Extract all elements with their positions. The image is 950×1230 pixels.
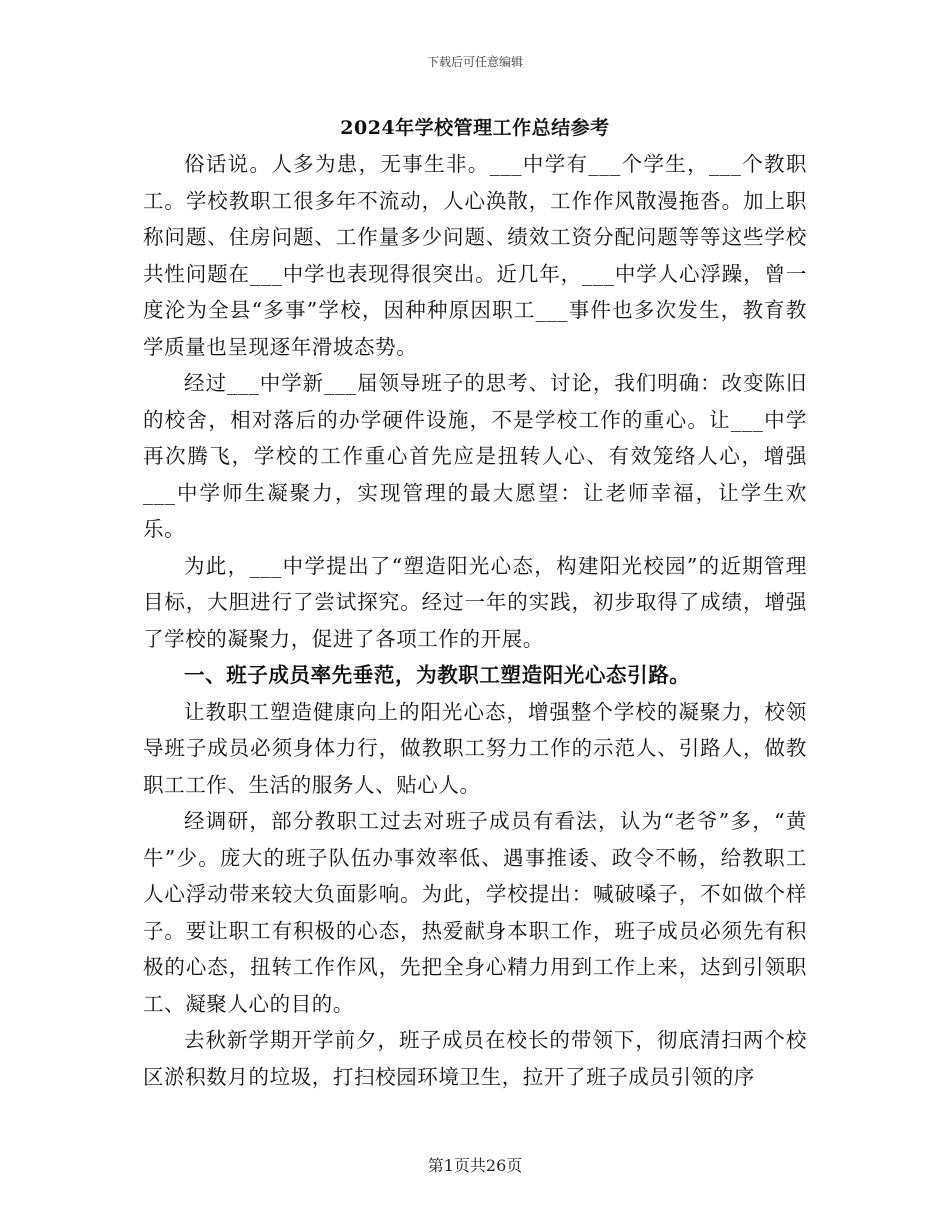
paragraph-intro: 俗话说。人多为患，无事生非。___中学有___个学生，___个教职工。学校教职工很多年不流动，人心涣散，工作作风散漫拖沓。加上职称问题、住房问题、工作量多少问题、绩效工资分配问题等等这些学校共性问题在___中学也表现得很突出。近几年，___中学人心浮躁，曾一度沦为全县“多事”学校，因种种原因职工___事件也多次发生，教育教学质量也呈现逐年滑坡态势。 xyxy=(143,152,807,359)
paragraph-research: 经调研，部分教职工过去对班子成员有看法，认为“老爷”多，“黄牛”少。庞大的班子队伍办事效率低、遇事推诿、政令不畅，给教职工人心浮动带来较大负面影响。为此，学校提出：喊破嗓子，不如做个样子。要让职工有积极的心态，热爱献身本职工作，班子成员必须先有积极的心态，扭转工作作风，先把全身心精力用到工作上来，达到引领职工、凝聚人心的目的。 xyxy=(143,809,807,1016)
paragraph-semester: 去秋新学期开学前夕，班子成员在校长的带领下，彻底清扫两个校区淤积数月的垃圾，打扫校园环境卫生，拉开了班子成员引领的序 xyxy=(143,1028,807,1089)
paragraph-leadership: 让教职工塑造健康向上的阳光心态，增强整个学校的凝聚力，校领导班子成员必须身体力行，做教职工努力工作的示范人、引路人，做教职工工作、生活的服务人、贴心人。 xyxy=(143,699,807,797)
page-number: 第1页共26页 xyxy=(427,1156,523,1175)
section-heading-1: 一、班子成员率先垂范，为教职工塑造阳光心态引路。 xyxy=(184,663,691,687)
paragraph-focus: 经过___中学新___届领导班子的思考、讨论，我们明确：改变陈旧的校舍，相对落后的办学硬件设施，不是学校工作的重心。让___中学再次腾飞，学校的工作重心首先应是扭转人心、有效笼络人心，增强___中学师生凝聚力，实现管理的最大愿望：让老师幸福，让学生欢乐。 xyxy=(143,371,807,541)
document-body xyxy=(143,146,807,1095)
paragraph-goal: 为此，___中学提出了“塑造阳光心态，构建阳光校园”的近期管理目标，大胆进行了尝试探究。经过一年的实践，初步取得了成绩，增强了学校的凝聚力，促进了各项工作的开展。 xyxy=(143,553,807,651)
document-title: 2024年学校管理工作总结参考 xyxy=(340,117,610,139)
page-header-note: 下载后可任意编辑 xyxy=(426,55,523,69)
